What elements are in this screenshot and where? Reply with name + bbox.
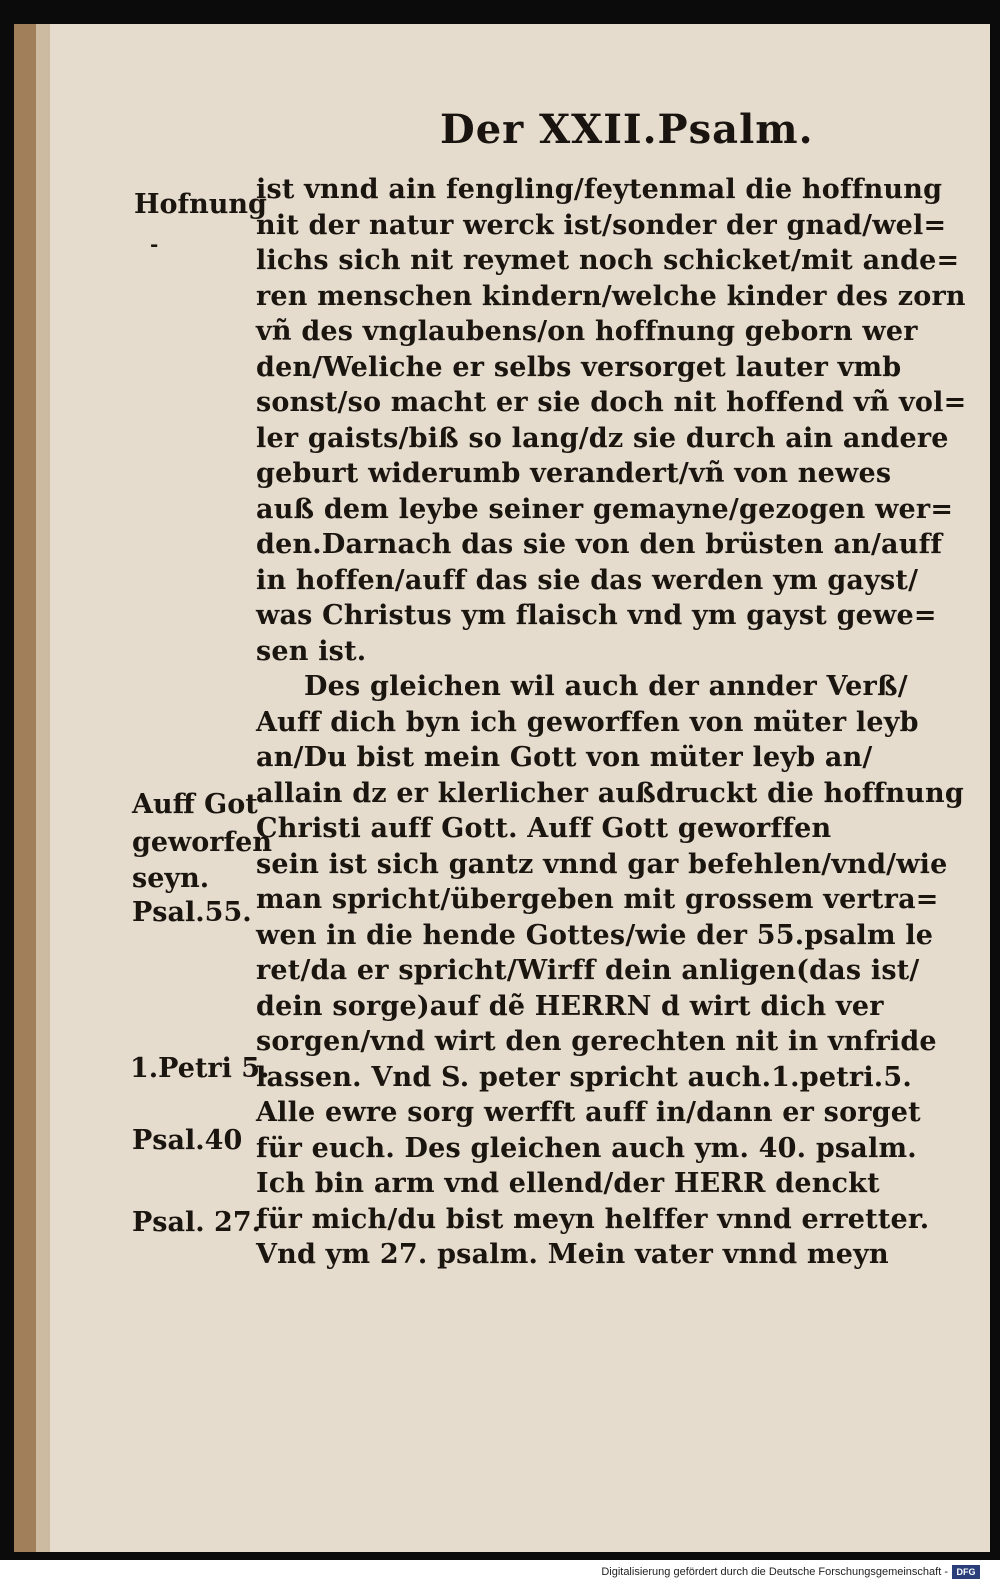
- text-line: ler gaists/biß so lang/dz sie durch ain andere: [256, 422, 949, 454]
- dfg-logo-icon: DFG: [952, 1565, 980, 1579]
- text-line: für mich/du bist meyn helffer vnnd erretter.: [256, 1203, 930, 1235]
- text-line: vñ des vnglaubens/on hoffnung geborn wer: [256, 316, 918, 347]
- margin-note-hofnung: Hofnung: [134, 189, 267, 220]
- text-line: lichs sich nit reymet noch schicket/mit ande=: [256, 245, 960, 276]
- text-line: ret/da er spricht/Wirff dein anligen(das ist/: [256, 955, 920, 986]
- margin-note-psal-40: Psal.40: [132, 1125, 243, 1156]
- text-line: Des gleichen wil auch der annder Verß/: [304, 671, 908, 702]
- text-line: sein ist sich gantz vnnd gar befehlen/vnd/wie: [256, 848, 948, 880]
- text-line: Auff dich byn ich geworffen von müter leyb: [256, 706, 919, 738]
- margin-note-psal-27: Psal. 27.: [132, 1207, 262, 1238]
- footer-bar: [0, 1562, 1000, 1588]
- margin-note-psal-55: Psal.55.: [132, 897, 252, 928]
- text-line: ren menschen kindern/welche kinder des zorn: [256, 280, 966, 312]
- margin-note-geworfen: geworfen: [132, 827, 272, 858]
- text-line: nit der natur werck ist/sonder der gnad/wel=: [256, 209, 947, 241]
- footer-credit: Digitalisierung gefördert durch die Deutsche Forschungsgemeinschaft -: [601, 1566, 948, 1578]
- text-line: sonst/so macht er sie doch nit hoffend vñ vol=: [256, 387, 967, 418]
- text-line: sen ist.: [256, 635, 367, 667]
- text-line: an/Du bist mein Gott von müter leyb an/: [256, 742, 873, 773]
- margin-note-seyn: seyn.: [132, 863, 210, 894]
- margin-note-petri-5: 1.Petri 5.: [130, 1053, 270, 1084]
- page-header: Der XXII.Psalm.: [440, 106, 814, 153]
- text-line: dein sorge)auf dẽ HERRN d wirt dich ver: [256, 990, 884, 1022]
- margin-note-dash: -: [150, 232, 159, 256]
- margin-note-auff-got: Auff Got: [132, 789, 258, 820]
- text-line: Christi auff Gott. Auff Gott geworffen: [256, 813, 832, 844]
- body-text: [256, 172, 967, 1273]
- text-line: den.Darnach das sie von den brüsten an/auff: [256, 529, 943, 560]
- text-line: ist vnnd ain fengling/feytenmal die hoffnung: [256, 174, 943, 205]
- text-line: Vnd ym 27. psalm. Mein vater vnnd meyn: [256, 1239, 889, 1270]
- text-line: Alle ewre sorg werfft auff in/dann er sorget: [256, 1097, 921, 1128]
- text-line: was Christus ym flaisch vnd ym gayst gewe=: [256, 600, 937, 631]
- text-line: auß dem leybe seiner gemayne/gezogen wer=: [256, 493, 954, 525]
- text-line: wen in die hende Gottes/wie der 55.psalm le: [256, 919, 934, 951]
- text-line: lassen. Vnd S. peter spricht auch.1.petri.5.: [256, 1061, 912, 1093]
- text-line: in hoffen/auff das sie das werden ym gayst/: [256, 564, 919, 596]
- text-line: Ich bin arm vnd ellend/der HERR denckt: [256, 1168, 880, 1199]
- text-line: allain dz er klerlicher außdruckt die hoffnung: [256, 777, 964, 809]
- text-line: man spricht/übergeben mit grossem vertra=: [256, 884, 939, 915]
- text-line: für euch. Des gleichen auch ym. 40. psalm.: [256, 1132, 917, 1164]
- text-line: den/Weliche er selbs versorget lauter vmb: [256, 351, 902, 383]
- text-line: sorgen/vnd wirt den gerechten nit in vnfride: [256, 1026, 937, 1057]
- text-line: geburt widerumb verandert/vñ von newes: [256, 458, 892, 489]
